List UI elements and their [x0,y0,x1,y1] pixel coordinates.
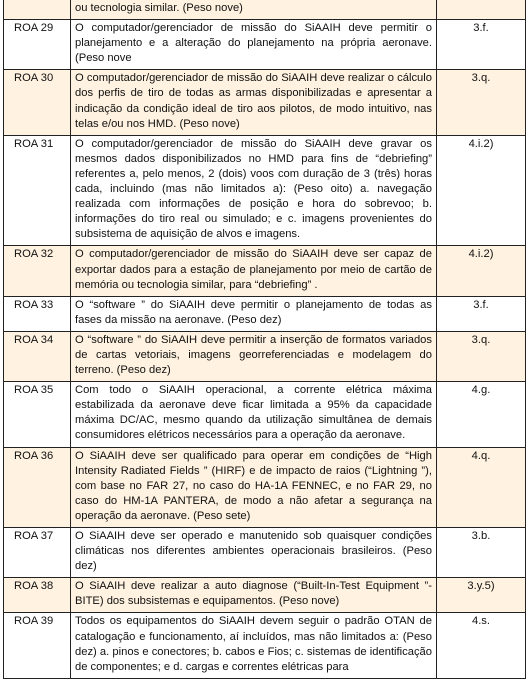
row-reference: 3.q. [437,70,526,135]
table-row [4,613,526,678]
row-text: O “software ” do SiAAIH deve permitir o planejamento de todas as fases da missão na aeronave. (Peso dez) [71,296,437,331]
requirements-table [3,0,526,679]
table-row [4,246,526,296]
row-text: O SiAAIH deve ser operado e manutenido sob quaisquer condições climáticas nos diferentes ambientes operacionais brasileiros. (Peso dez) [71,528,437,578]
row-reference: 4.g. [437,382,526,447]
row-id: ROA 30 [4,70,71,135]
table-row [4,70,526,135]
row-reference: 3.f. [437,20,526,70]
row-reference: 4.i.2) [437,246,526,296]
table-row [4,528,526,578]
row-text: Todos os equipamentos do SiAAIH devem seguir o padrão OTAN de catalogação e funcionamento, aí incluídos, mas não limitados a: (Peso dez) a. pinos e conectores; b. cabos e Fios; c. sistemas de identificação de componentes; e d. cargas e correntes elétricas para [71,613,437,678]
row-reference: 3.b. [437,528,526,578]
row-text: O SiAAIH deve ser qualificado para operar em condições de “High Intensity Radiated Fields ” (HIRF) e de impacto de raios (“Lightning ”), com base no FAR 27, no caso do HA-1A FENNEC, e no FAR 29, no caso do HM-1A PANTERA, de modo a não afetar a segurança na operação da aeronave. (Peso sete) [71,447,437,527]
row-id: ROA 34 [4,331,71,381]
row-reference: 3.q. [437,331,526,381]
row-text: O computador/gerenciador de missão do SiAAIH deve ser capaz de exportar dados para a estação de planejamento por meio de cartão de memória ou tecnologia similar, para “debriefing” . [71,246,437,296]
row-text: Com todo o SiAAIH operacional, a corrente elétrica máxima estabilizada da aeronave deve ficar limitada a 95% da capacidade máxima DC/AC, mesmo quando da utilização simultânea de demais consumidores elétricos necessários para a operação da aeronave. [71,382,437,447]
table-row [4,447,526,527]
row-text: O SiAAIH deve realizar a auto diagnose (“Built-In-Test Equipment ”-BITE) dos subsistemas e equipamentos. (Peso nove) [71,578,437,613]
row-id: ROA 39 [4,613,71,678]
row-text: ou tecnologia similar. (Peso nove) [71,0,437,20]
row-reference: 4.i.2) [437,135,526,246]
row-text: O computador/gerenciador de missão do SiAAIH deve permitir o planejamento e a alteração do planejamento na própria aeronave. (Peso nove [71,20,437,70]
row-id: ROA 31 [4,135,71,246]
table-row [4,135,526,246]
row-id: ROA 36 [4,447,71,527]
row-reference: 3.y.5) [437,578,526,613]
row-text: O computador/gerenciador de missão do SiAAIH deve gravar os mesmos dados disponibilizados no HMD para fins de “debriefing” referentes a, pelo menos, 2 (dois) voos com duração de 3 (três) horas cada, incluindo (mas não limitados a): (Peso oito) a. navegação realizada com informações de posição e hora do sobrevoo; b. informações do tiro real ou simulado; e c. imagens provenientes do subsistema de aquisição de alvos e imagens. [71,135,437,246]
table-row [4,331,526,381]
row-reference: 4.q. [437,447,526,527]
row-reference [437,0,526,20]
table-row [4,20,526,70]
row-reference: 3.f. [437,296,526,331]
row-id: ROA 29 [4,20,71,70]
row-id: ROA 38 [4,578,71,613]
table-row [4,296,526,331]
row-text: O computador/gerenciador de missão do SiAAIH deve realizar o cálculo dos perfis de tiro de todas as armas disponibilizadas e apresentar a indicação da condição ideal de tiro aos pilotos, de modo intuitivo, nas telas e/ou nos HMD. (Peso nove) [71,70,437,135]
row-text: O “software ” do SiAAIH deve permitir a inserção de formatos variados de cartas vetoriais, imagens georreferenciadas e modelagem do terreno. (Peso dez) [71,331,437,381]
row-id: ROA 35 [4,382,71,447]
row-id: ROA 37 [4,528,71,578]
row-id: ROA 32 [4,246,71,296]
table-row [4,382,526,447]
table-row [4,0,526,20]
table-row [4,578,526,613]
row-id [4,0,71,20]
row-id: ROA 33 [4,296,71,331]
row-reference: 4.s. [437,613,526,678]
